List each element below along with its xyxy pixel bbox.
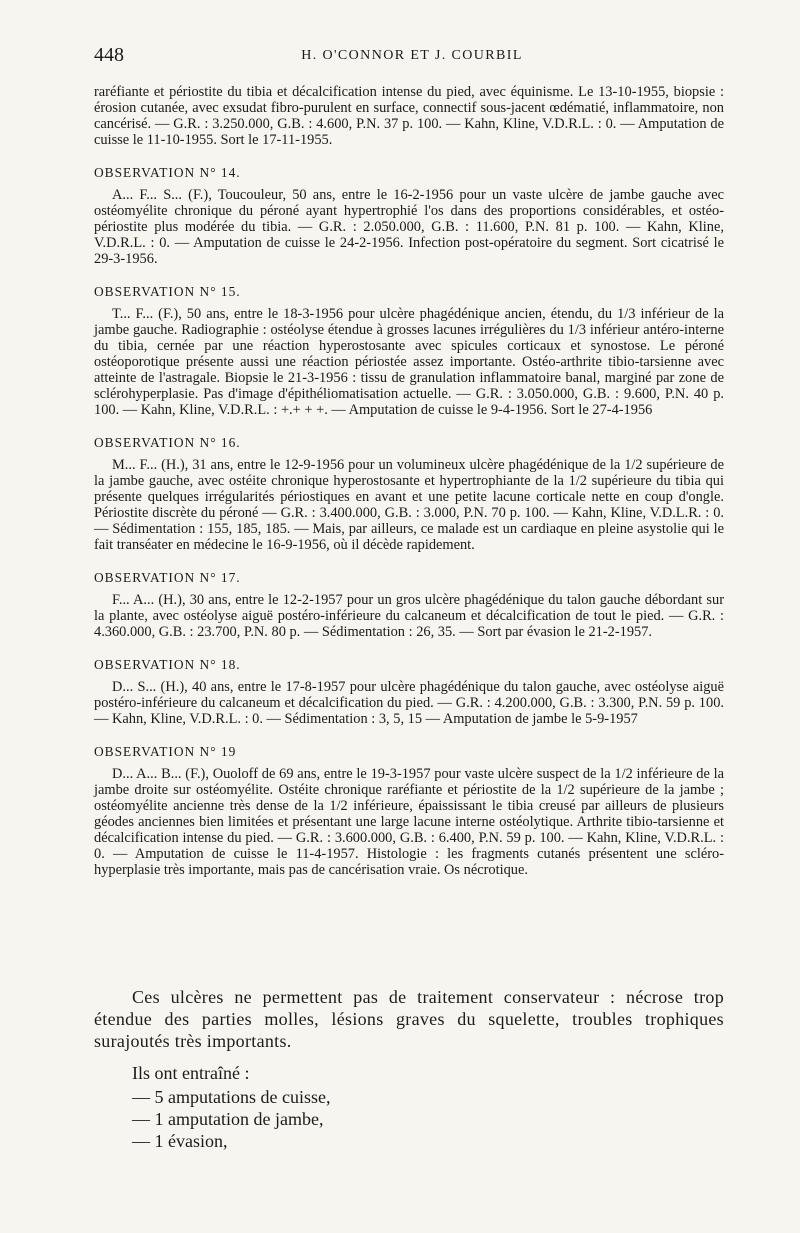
- observation-heading: OBSERVATION N° 19: [94, 744, 237, 759]
- observation-17: [94, 570, 724, 640]
- intro-paragraph: raréfiante et périostite du tibia et décalcification intense du pied, avec équinisme. Le 13-10-1955, biopsie : érosion cutanée, avec exsudat fibro-purulent en surface, connectif sous-jacent œdématié, inflammatoire, non cancérisé. — G.R. : 3.250.000, G.B. : 4.600, P.N. 37 p. 100. — Kahn, Kline, V.D.R.L. : 0. — Amputation de cuisse le 11-10-1955. Sort le 17-11-1955.: [94, 84, 724, 148]
- outcome-list: [94, 1086, 724, 1152]
- list-item: — 1 amputation de jambe,: [132, 1109, 324, 1129]
- observation-19: [94, 744, 724, 878]
- observation-heading: OBSERVATION N° 17.: [94, 570, 241, 585]
- running-head: H. O'CONNOR ET J. COURBIL: [301, 48, 523, 63]
- observation-text: D... A... B... (F.), Ouoloff de 69 ans, entre le 19-3-1957 pour vaste ulcère suspect de la 1/2 inférieure de la jambe droite sur ostéomyélite. Ostéite chronique raréfiante et périostite de la 1/2 supérieure de la jambe ; ostéomyélite ancienne très dense de la 1/2 inférieure, épaississant le tibia creusé par ailleurs de plusieurs géodes anciennes bien limitées et présentant une large lacune interne ostéolytique. Arthrite tibio-tarsienne et décalcification intense du pied. — G.R. : 3.600.000, G.B. : 6.400, P.N. 59 p. 100. — Kahn, Kline, V.D.R.L. : 0. — Amputation de cuisse le 11-4-1957. Histologie : les fragments cutanés présentent une scléro-hyperplasie très importante, mais pas de cancérisation vraie. Os nécrotique.: [94, 766, 724, 878]
- list-item: — 5 amputations de cuisse,: [132, 1087, 331, 1107]
- list-item: — 1 évasion,: [132, 1131, 228, 1151]
- main-text: [94, 84, 724, 878]
- page-number: 448: [94, 44, 124, 66]
- observation-text: D... S... (H.), 40 ans, entre le 17-8-1957 pour ulcère phagédénique du talon gauche, avec ostéolyse aiguë postéro-inférieure du calcaneum et décalcification du pied. — G.R. : 4.200.000, G.B. : 3.300, P.N. 59 p. 100. — Kahn, Kline, V.D.R.L. : 0. — Sédimentation : 3, 5, 15 — Amputation de jambe le 5-9-1957: [94, 679, 724, 727]
- observation-heading: OBSERVATION N° 16.: [94, 435, 241, 450]
- conclusion-paragraph: Ces ulcères ne permettent pas de traitement conservateur : nécrose trop étendue des parties molles, lésions graves du squelette, troubles trophiques surajoutés très importants.: [94, 987, 724, 1051]
- observation-15: [94, 284, 724, 418]
- observation-14: [94, 165, 724, 267]
- observation-text: A... F... S... (F.), Toucouleur, 50 ans, entre le 16-2-1956 pour un vaste ulcère de jambe gauche avec ostéomyélite chronique du péroné ayant hypertrophié l'os dans des proportions considérables, et ostéo-périostite plus modérée du tibia. — G.R. : 2.050.000, G.B. : 11.600, P.N. 81 p. 100. — Kahn, Kline, V.D.R.L. : 0. — Amputation de cuisse le 24-2-1956. Infection post-opératoire du segment. Sort cicatrisé le 29-3-1956.: [94, 187, 724, 267]
- conclusion-subheading: Ils ont entraîné :: [132, 1063, 250, 1083]
- observation-text: M... F... (H.), 31 ans, entre le 12-9-1956 pour un volumineux ulcère phagédénique de la 1/2 supérieure de la jambe gauche, avec ostéite chronique hyperostosante et hypertrophiante de la 1/2 supérieure du tibia qui présente quelques irrégularités périostiques en avant et une petite lacune corticale nette en coup d'ongle. Périostite discrète du péroné — G.R. : 3.400.000, G.B. : 3.000, P.N. 70 p. 100. — Kahn, Kline, V.D.L.R. : 0. — Sédimentation : 155, 185, 185. — Mais, par ailleurs, ce malade est un cardiaque en pleine asystolie qui le fait transéater en médecine le 16-9-1956, où il décède rapidement.: [94, 457, 724, 553]
- observation-text: F... A... (H.), 30 ans, entre le 12-2-1957 pour un gros ulcère phagédénique du talon gauche débordant sur la plante, avec ostéolyse aiguë postéro-inférieure du calcaneum et décalcification de tout le pied. — G.R. : 4.360.000, G.B. : 23.700, P.N. 80 p. — Sédimentation : 26, 35. — Sort par évasion le 21-2-1957.: [94, 592, 724, 640]
- conclusion-section: [94, 986, 724, 1152]
- observation-heading: OBSERVATION N° 15.: [94, 284, 241, 299]
- observation-16: [94, 435, 724, 553]
- observation-text: T... F... (F.), 50 ans, entre le 18-3-1956 pour ulcère phagédénique ancien, étendu, du 1/3 inférieur de la jambe gauche. Radiographie : ostéolyse étendue à grosses lacunes irrégulières du 1/3 inférieur antéro-interne du tibia, cernée par une réaction hyperostosante avec spicules corticaux et synostose. Le péroné ostéoporotique présente aussi une réaction périostée assez importante. Ostéo-arthrite tibio-tarsienne avec atteinte de l'astragale. Biopsie le 21-3-1956 : tissu de granulation inflammatoire banal, marginé par zone de sclérohyperplasie. Pas d'image d'épithéliomatisation actuelle. — G.R. : 3.050.000, G.B. : 9.600, P.N. 40 p. 100. — Kahn, Kline, V.D.R.L. : +.+ + +. — Amputation de cuisse le 9-4-1956. Sort le 27-4-1956: [94, 306, 724, 418]
- observation-heading: OBSERVATION N° 14.: [94, 165, 241, 180]
- observation-heading: OBSERVATION N° 18.: [94, 657, 241, 672]
- page-header: [94, 44, 730, 74]
- observation-18: [94, 657, 724, 727]
